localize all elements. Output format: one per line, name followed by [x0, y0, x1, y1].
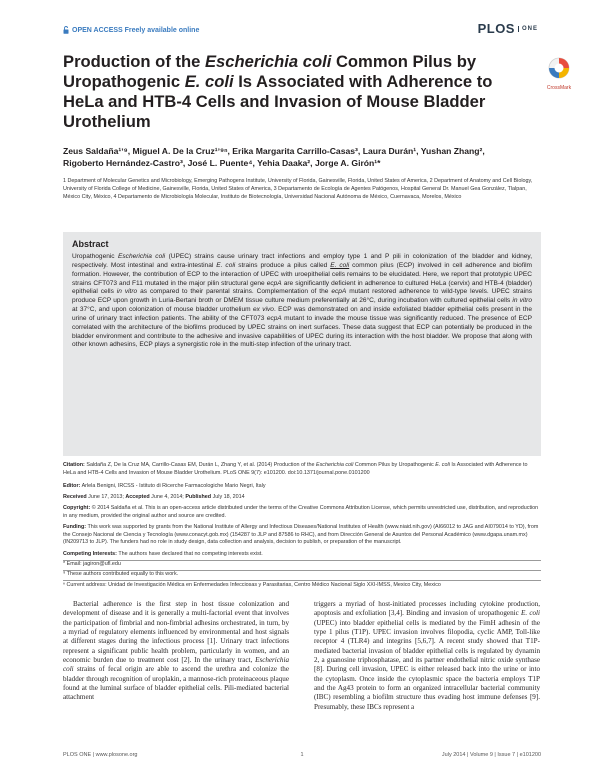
- plos-wordmark: PLOS: [477, 21, 515, 36]
- open-access-text: OPEN ACCESS Freely available online: [72, 26, 200, 34]
- author-list: [63, 145, 543, 169]
- plos-one-label: ONE: [518, 26, 538, 32]
- dates: Received June 17, 2013; Accepted June 4, 2014; Published July 18, 2014: [63, 494, 245, 500]
- affiliations: 1 Department of Molecular Genetics and Microbiology, Emerging Pathogens Institute, University of Florida, Gainesville, Florida, United States of America, 2 Department of Anatomy and Cell Biology, University of Florida College of Medicine, Gainesville, Florida, United States of America, 3 Departamento de Ecología de Agentes Patógenos, Hospital General Dr. Manuel Gea González, Tlalpan, México City, México, 4 Departamento de Microbiología Molecular, Instituto de Biotecnología, Universidad Nacional Autónoma de México, Cuernavaca, Morelos, México: [63, 178, 533, 200]
- citation: Citation: Saldaña Z, De la Cruz MA, Carrillo-Casas EM, Durán L, Zhang Y, et al. (2014) Production of the Escherichia coli Common Pilus by Uropathogenic E. coli Is Associated with Adherence to HeLa and HTB-4 Cells and Invasion of Mouse Bladder Urothelium. PLoS ONE 9(7): e101200. doi:10.1371/journal.pone.0101200: [63, 462, 528, 476]
- title-line-2: Uropathogenic E. coli Is Associated with Adherence to: [63, 72, 493, 91]
- footer-issue: July 2014 | Volume 9 | Issue 7 | e101200: [441, 752, 541, 758]
- current-address: ⁿ Current address: Unidad de Investigación Médica en Enfermedades Infecciosas y Parasitarias, Centro Médico Nacional Siglo XXI-IMSS, Mexico City, Mexico: [63, 582, 441, 588]
- abstract-box: [63, 232, 541, 456]
- title-line-3: HeLa and HTB-4 Cells and Invasion of Mouse Bladder: [63, 92, 486, 111]
- crossmark-icon: [548, 57, 570, 79]
- title-line-4: Urothelium: [63, 112, 151, 131]
- footer-journal[interactable]: PLOS ONE | www.plosone.org: [63, 752, 138, 758]
- footer-page-number: 1: [300, 752, 304, 758]
- authors-line-1: Zeus Saldaña¹ʼ⁹, Miguel A. De la Cruz¹ʼ⁹ⁿ, Erika Margarita Carrillo-Casas³, Laura Durán¹, Yushan Zhang²,: [63, 146, 485, 156]
- competing-interests: Competing Interests: The authors have declared that no competing interests exist.: [63, 551, 263, 557]
- abstract-heading: Abstract: [72, 239, 109, 249]
- email[interactable]: * Email: jagiron@ufl.edu: [63, 561, 121, 567]
- article-title: [63, 52, 533, 132]
- abstract-text: Uropathogenic Escherichia coli (UPEC) strains cause urinary tract infections and employ type 1 and P pili in colonization of the bladder and kidney, respectively. Most intestinal and extra-intestinal E. coli strains produce a pilus called E. coli common pilus (ECP) involved in cell adherence and biofilm formation. However, the contribution of ECP to the interaction of UPEC with uroepithelial cells remains to be elucidated. Here, we report that prototypic UPEC strains CFT073 and F11 mutated in the major pilin structural gene ecpA are significantly deficient in adherence to cultured HeLa (cervix) and HTB-4 (bladder) epithelial cells in vitro as compared to their parental strains. Complementation of the ecpA mutant restored adherence to wild-type levels. UPEC strains produce ECP upon growth in Luria-Bertani broth or DMEM tissue culture medium preferentially at 26°C, during incubation with cultured epithelial cells in vitro at 37°C, and upon colonization of mouse bladder urothelium ex vivo. ECP was demonstrated on and inside exfoliated bladder epithelial cells present in the urine of urinary tract infection patients. The ability of the CFT073 ecpA mutant to invade the mouse tissue was significantly reduced. The presence of ECP correlated with the architecture of the biofilms produced by UPEC strains on inert surfaces. These data suggest that ECP can potentially be produced in the bladder environment and contribute to the adhesive and invasive capabilities of UPEC during its interaction with the host bladder. We propose that along with other known adhesins, ECP plays a synergistic role in the multi-step infection of the urinary tract.: [72, 253, 533, 349]
- editor: Editor: Arlela Benigni, IRCSS - Istituto di Ricerche Farmacologiche Mario Negri, Italy: [63, 483, 266, 489]
- title-line-1: Production of the Escherichia coli Common Pilus by: [63, 52, 477, 71]
- open-access-banner: [63, 26, 199, 34]
- equal-contribution: ⁹ These authors contributed equally to this work.: [63, 571, 179, 577]
- authors-line-2: Rigoberto Hernández-Castro³, José L. Puente⁴, Yehia Daaka², Jorge A. Girón¹*: [63, 158, 381, 168]
- plos-one-logo[interactable]: [478, 21, 538, 36]
- body-column-right: triggers a myriad of host-initiated processes including cytokine production, apoptosis and exfoliation [3,4]. Binding and invasion of uropathogenic E. coli (UPEC) into bladder epithelial cells is mediated by the FimH adhesin of the type 1 pilus (T1P). UPEC invasion involves filopodia, cyclic AMP, Toll-like receptor 4 (TLR4) and integrins [5,6,7]. A recent study showed that T1P-mediated bacterial invasion of bladder epithelial cells is regulated by dynamin 2, a guanosine triphosphatase, and its partner endothelial nitric oxide synthase [8]. During cell invasion, UPEC is either released back into the urine or into the cytoplasm. Once inside the cytoplasmic space the bacteria employs T1P and the Ag43 protein to form an organized intracellular bacterial community (IBC) resembling a biofilm structure thus evading host immune defenses [9]. Presumably, these IBCs represent a: [314, 600, 540, 711]
- crossmark-label: CrossMark: [546, 85, 572, 91]
- body-column-left: Bacterial adherence is the first step in host tissue colonization and development of disease and it is generally a multi-factorial event that involves the participation of fimbrial and non-fimbrial adhesins orchestrated, in turn, by a myriad of regulatory elements influenced by environmental and host signals at different stages during the infectious process [1]. Urinary tract infections represent a significant public health problem, particularly in women, and an economic burden due to treatment cost [2]. In the urinary tract, Escherichia coli strains of fecal origin are able to ascend the urethra and colonize the bladder through recognition of uroplakin, a mannose-rich proteinaceous plaque found at the luminal surface of bladder epithelial cells. Pili-mediated bacterial attachment: [63, 600, 289, 702]
- copyright: Copyright: © 2014 Saldaña et al. This is an open-access article distributed under the terms of the Creative Commons Attribution License, which permits unrestricted use, distribution, and reproduction in any medium, provided the original author and source are credited.: [63, 505, 539, 519]
- funding: Funding: This work was supported by grants from the National Institute of Allergy and Infectious Diseases/National Institutes of Health (www.niaid.nih.gov) (AI66012 to JAG and AI079014 to YD), from the Consejo Nacional de Ciencia y Tecnología (www.conacyt.gob.mx) (154287 to JLP and 87586 to RHC), and from Dirección General de Asuntos del Personal Académico (www.dgapa.unam.mx) (IN209713 to JLP). The funders had no role in study design, data collection and analysis, decision to publish, or preparation of the manuscript.: [63, 524, 539, 546]
- crossmark-badge[interactable]: [541, 57, 577, 91]
- divider: [63, 580, 541, 581]
- open-lock-icon: [63, 26, 69, 34]
